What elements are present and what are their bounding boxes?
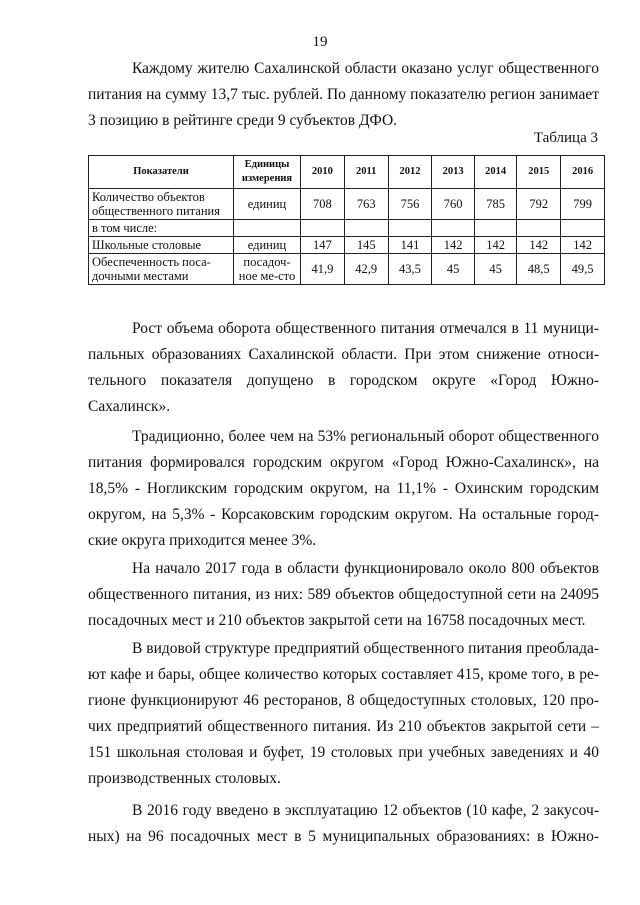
text-line: 151 школьная столовая и буфет, 19 столовых при учебных заведениях и 40 xyxy=(88,744,599,761)
table-cell: 792 xyxy=(517,189,561,220)
text-line: питания формировался городским округом «Город Южно-Сахалинск», на xyxy=(88,454,599,471)
page-number: 19 xyxy=(312,34,328,50)
table-row xyxy=(89,254,605,285)
table-row xyxy=(89,189,605,220)
header-year: 2013 xyxy=(432,156,474,189)
header-year: 2010 xyxy=(301,156,345,189)
text-line: ские округа приходится менее 3%. xyxy=(88,532,317,549)
table-cell: 41,9 xyxy=(301,254,345,285)
table-cell xyxy=(517,220,561,237)
intro-paragraph xyxy=(88,56,599,134)
table-cell: 760 xyxy=(432,189,474,220)
body-paragraph xyxy=(88,556,599,634)
header-year: 2011 xyxy=(344,156,388,189)
table-cell: 756 xyxy=(388,189,432,220)
table-cell: 142 xyxy=(474,237,516,254)
table-cell: 141 xyxy=(388,237,432,254)
text-line: Традиционно, более чем на 53% региональный оборот общественного xyxy=(132,428,599,445)
row-unit xyxy=(234,220,301,237)
table-row xyxy=(89,220,605,237)
table-cell xyxy=(388,220,432,237)
row-label: в том числе: xyxy=(89,220,234,237)
text-line: гионе функционируют 46 ресторанов, 8 общедоступных столовых, 120 про- xyxy=(88,692,599,709)
text-line: питания на сумму 13,7 тыс. рублей. По данному показателю регион занимает xyxy=(88,86,599,103)
body-paragraph xyxy=(88,424,599,554)
table-cell: 708 xyxy=(301,189,345,220)
header-year: 2014 xyxy=(474,156,516,189)
header-indicator: Показатели xyxy=(89,156,234,189)
text-line: пальных образованиях Сахалинской области. При этом снижение относи- xyxy=(88,346,599,363)
table-cell xyxy=(344,220,388,237)
table-cell: 799 xyxy=(561,189,605,220)
text-line: На начало 2017 года в области функционировало около 800 объектов xyxy=(132,560,599,577)
row-unit: единиц xyxy=(234,189,301,220)
text-line: посадочных мест и 210 объектов закрытой сети на 16758 посадочных мест. xyxy=(88,612,586,629)
data-table xyxy=(88,155,605,285)
text-line: В видовой структуре предприятий общественного питания преоблада- xyxy=(132,640,599,657)
row-unit: единиц xyxy=(234,237,301,254)
text-line: чих предприятий общественного питания. Из 210 объектов закрытой сети – xyxy=(88,718,599,735)
header-year: 2012 xyxy=(388,156,432,189)
text-line: Каждому жителю Сахалинской области оказано услуг общественного xyxy=(132,60,599,77)
row-label: Школьные столовые xyxy=(89,237,234,254)
table-cell xyxy=(301,220,345,237)
table-cell: 48,5 xyxy=(517,254,561,285)
table-cell: 45 xyxy=(432,254,474,285)
text-line: ют кафе и бары, общее количество которых составляет 415, кроме того, в ре- xyxy=(88,666,599,683)
header-year: 2015 xyxy=(517,156,561,189)
table-cell: 49,5 xyxy=(561,254,605,285)
body-paragraph xyxy=(88,636,599,792)
table-cell: 142 xyxy=(517,237,561,254)
row-unit: посадоч-ное ме-сто xyxy=(234,254,301,285)
table-cell: 142 xyxy=(561,237,605,254)
table-cell: 142 xyxy=(432,237,474,254)
body-paragraph xyxy=(88,798,599,850)
table-cell: 145 xyxy=(344,237,388,254)
text-line: Сахалинск». xyxy=(88,398,171,415)
header-year: 2016 xyxy=(561,156,605,189)
header-unit: Единицы измерения xyxy=(234,156,301,189)
body-paragraph xyxy=(88,316,599,420)
table-header-row xyxy=(89,156,605,189)
text-line: округом, на 5,3% - Корсаковским городским округом. На остальные город- xyxy=(88,506,599,523)
table-row xyxy=(89,237,605,254)
table-cell xyxy=(561,220,605,237)
text-line: В 2016 году введено в эксплуатацию 12 объектов (10 кафе, 2 закусоч- xyxy=(132,802,599,819)
text-line: ных) на 96 посадочных мест в 5 муниципальных образованиях: в Южно- xyxy=(88,828,599,845)
table-cell: 45 xyxy=(474,254,516,285)
text-line: общественного питания, из них: 589 объектов общедоступной сети на 24095 xyxy=(88,586,599,603)
text-line: производственных столовых. xyxy=(88,770,281,787)
table-cell: 43,5 xyxy=(388,254,432,285)
table-cell: 785 xyxy=(474,189,516,220)
row-label: Обеспеченность поса-дочными местами xyxy=(89,254,234,285)
table-cell xyxy=(432,220,474,237)
text-line: 18,5% - Ногликским городским округом, на 11,1% - Охинским городским xyxy=(88,480,599,497)
text-line: тельного показателя допущено в городском округе «Город Южно- xyxy=(88,372,599,389)
table-cell: 42,9 xyxy=(344,254,388,285)
table-caption: Таблица 3 xyxy=(533,130,598,146)
table-cell xyxy=(474,220,516,237)
table-cell: 147 xyxy=(301,237,345,254)
row-label: Количество объектов общественного питания xyxy=(89,189,234,220)
text-line: 3 позицию в рейтинге среди 9 субъектов ДФО. xyxy=(88,112,398,129)
text-line: Рост объема оборота общественного питания отмечался в 11 муници- xyxy=(132,320,599,337)
table-cell: 763 xyxy=(344,189,388,220)
